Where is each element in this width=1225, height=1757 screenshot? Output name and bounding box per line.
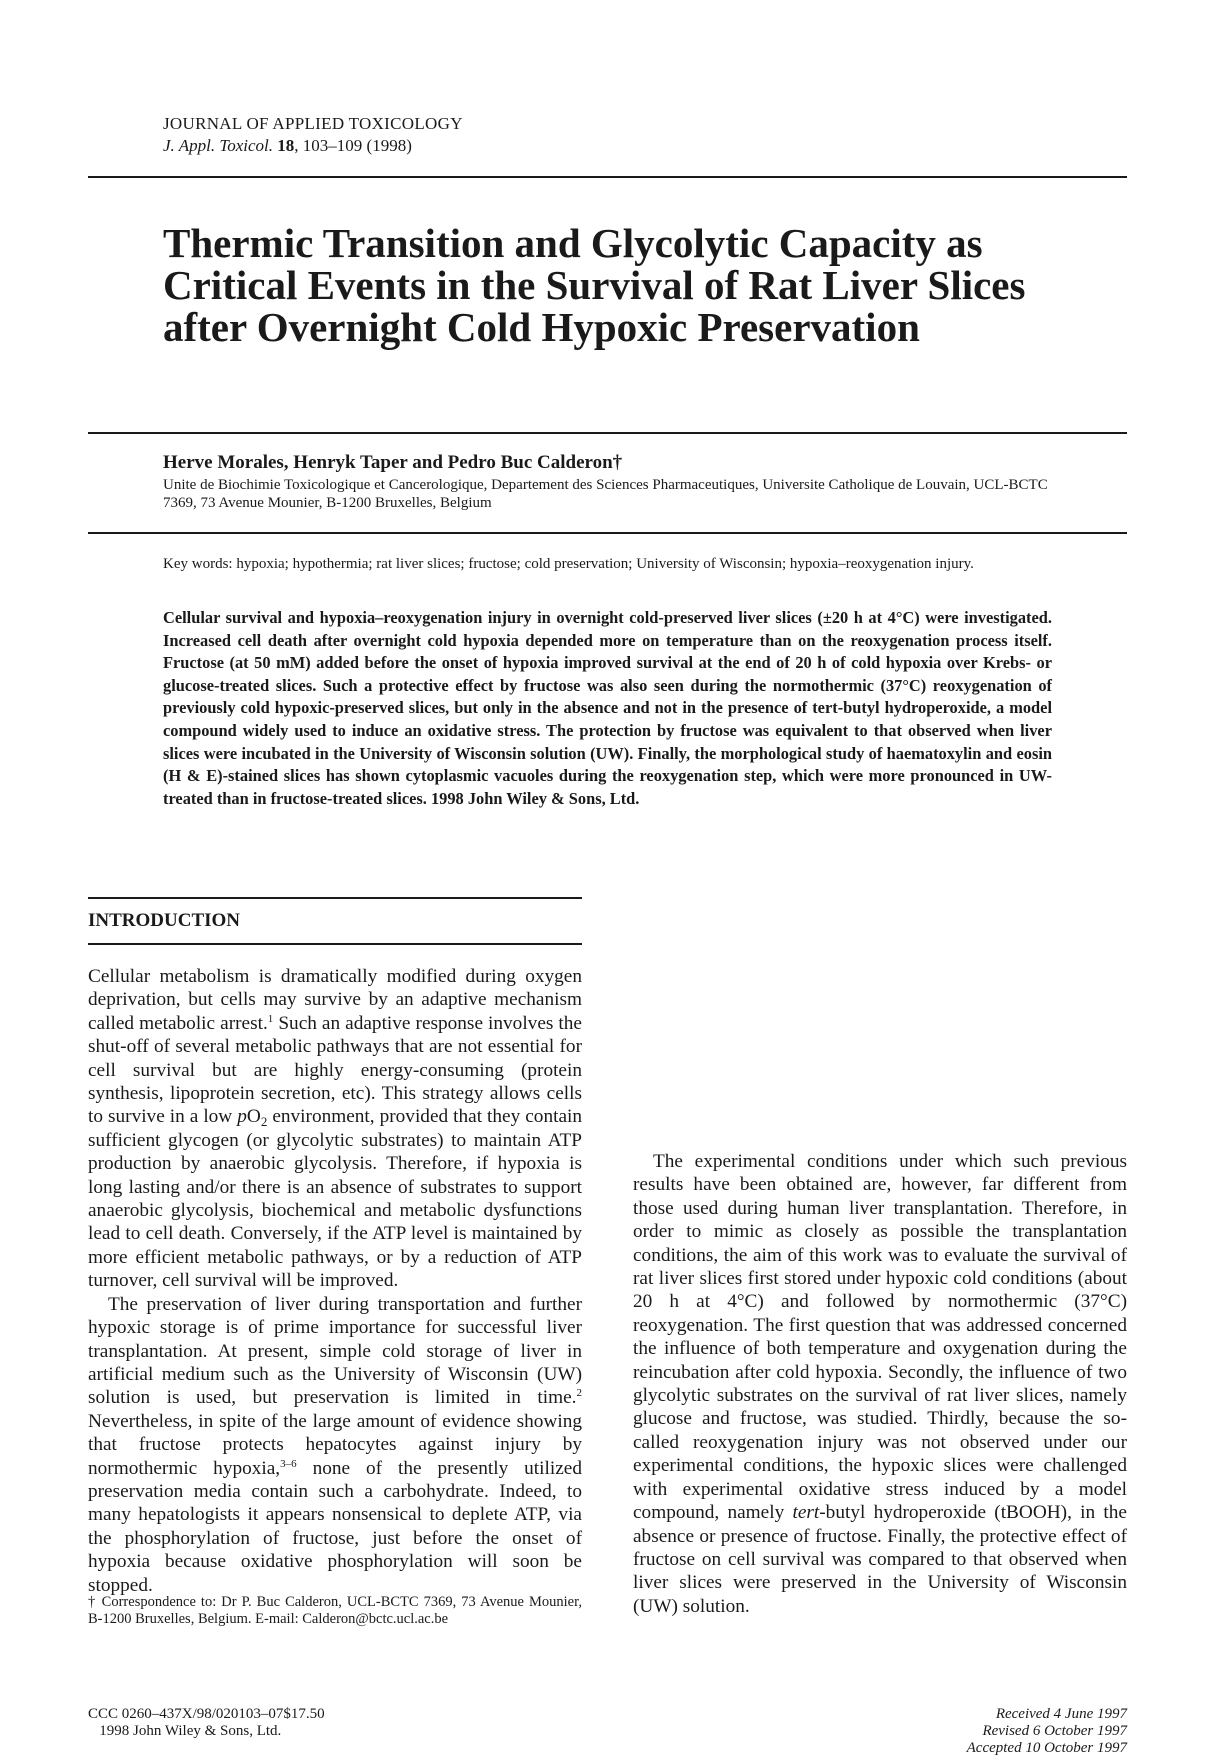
revised-date: Revised 6 October 1997 (982, 1723, 1127, 1739)
abstract: Cellular survival and hypoxia–reoxygenation injury in overnight cold-preserved liver slices (±20 h at 4°C) were investigated. Increased cell death after overnight cold hypoxia depended more on temperature than on the reoxygenation process itself. Fructose (at 50 mM) added before the onset of hypoxia improved survival at the end of 20 h of cold hypoxia over Krebs- or glucose-treated slices. Such a protective effect by fructose was also seen during the normothermic (37°C) reoxygenation of previously cold hypoxic-preserved slices, but only in the absence and not in the presence of tert-butyl hydroperoxide, a model compound widely used to induce an oxidative stress. The protection by fructose was equivalent to that observed when liver slices were incubated in the University of Wisconsin solution (UW). Finally, the morphological study of haematoxylin and eosin (H & E)-stained slices has shown cytoplasmic vacuoles during the reoxygenation step, which were more pronounced in UW-treated than in fructose-treated slices. 1998 John Wiley & Sons, Ltd. (163, 608, 1052, 808)
title-rule (88, 432, 1127, 434)
authors-rule (88, 532, 1127, 534)
accepted-date: Accepted 10 October 1997 (966, 1740, 1127, 1756)
citation-ref: 2 (576, 1387, 582, 1400)
affiliation: Unite de Biochimie Toxicologique et Cancerologique, Departement des Sciences Pharmaceutiques, Universite Catholique de Louvain, UCL-BCTC 7369, 73 Avenue Mounier, B-1200 Bruxelles, Belgium (163, 477, 1048, 511)
intro-rule-top (88, 897, 582, 899)
citation-ref: 1 (267, 1012, 274, 1025)
correspondence-footnote: † Correspondence to: Dr P. Buc Calderon, UCL-BCTC 7369, 73 Avenue Mounier, B-1200 Bruxelles, Belgium. E-mail: Calderon@bctc.ucl.ac.be (88, 1594, 582, 1627)
citation-volume: 18 (277, 136, 295, 155)
copyright-block (88, 1706, 325, 1740)
header-rule (88, 176, 1127, 178)
citation (163, 135, 412, 157)
citation-journal: J. Appl. Toxicol. (163, 136, 274, 155)
citation-pages-year: , 103–109 (1998) (294, 136, 412, 155)
citation-ref: 3–6 (280, 1457, 297, 1470)
authors: Herve Morales, Henryk Taper and Pedro Buc Calderon† (163, 452, 623, 473)
received-date: Received 4 June 1997 (995, 1706, 1127, 1722)
intro-paragraph-3: The experimental conditions under which such previous results have been obtained are, however, far different from those used during human liver transplantation. Therefore, in order to mimic as closely as possible the transplantation conditions, the aim of this work was to evaluate the survival of rat liver slices first stored under hypoxic cold conditions (about 20 h at 4°C) and followed by normothermic (37°C) reoxygenation. The first question that was addressed concerned the influence of both temperature and oxygenation during the reincubation after cold hypoxia. Secondly, the influence of two glycolytic substrates on the survival of rat liver slices, namely glucose and fructose, was studied. Thirdly, because the so-called reoxygenation injury was not observed under our experimental conditions, the hypoxic slices were challenged with experimental oxidative stress induced by a model compound, namely tert-butyl hydroperoxide (tBOOH), in the absence or presence of fructose. Finally, the protective effect of fructose on cell survival was compared to that observed when liver slices were preserved in the University of Wisconsin (UW) solution. (633, 1151, 1127, 1617)
article-title: Thermic Transition and Glycolytic Capacity as Critical Events in the Survival of Rat Liver Slices after Overnight Cold Hypoxic Preservation (163, 220, 1026, 350)
journal-name: JOURNAL OF APPLIED TOXICOLOGY (163, 114, 463, 133)
copyright-line: 1998 John Wiley & Sons, Ltd. (88, 1723, 282, 1739)
body-column-right (633, 893, 1127, 1618)
article-dates (880, 1706, 1127, 1757)
intro-paragraph-1: Cellular metabolism is dramatically modified during oxygen deprivation, but cells may survive by an adaptive mechanism called metabolic arrest.$^1$ Such an adaptive response involves the shut-off of several metabolic pathways that are not essential for cell survival but are highly energy-consuming (protein synthesis, lipoprotein secretion, etc). This strategy allows cells to survive in a low $pO_2$ environment, provided that they contain sufficient glycogen (or glycolytic substrates) to maintain ATP production by anaerobic glycolysis. Therefore, if hypoxia is long lasting and/or there is an absence of substrates to support anaerobic glycolysis, biochemical and metabolic dysfunctions lead to cell death. Conversely, if the ATP level is maintained by more efficient metabolic pathways, or by a reduction of ATP turnover, cell survival will be improved. (88, 966, 582, 1292)
intro-paragraph-2: The preservation of liver during transportation and further hypoxic storage is of prime importance for successful liver transplantation. At present, simple cold storage of liver in artificial medium such as the University of Wisconsin (UW) solution is used, but preservation is limited in time.$^2$ Nevertheless, in spite of the large amount of evidence showing that fructose protects hepatocytes against injury by normothermic hypoxia,$^{3-6}$ none of the presently utilized preservation media contain such a carbohydrate. Indeed, to many hepatologists it appears nonsensical to deplete ATP, via the phosphorylation of fructose, just before the onset of hypoxia because oxidative phosphorylation will soon be stopped. (88, 1293, 582, 1596)
section-heading-introduction: INTRODUCTION (88, 910, 241, 931)
keywords: Key words: hypoxia; hypothermia; rat liver slices; fructose; cold preservation; University of Wisconsin; hypoxia–reoxygenation injury. (163, 556, 974, 572)
body-column-left (88, 965, 582, 1597)
ccc-code: CCC 0260–437X/98/020103–07$17.50 (88, 1706, 325, 1722)
intro-rule-bottom (88, 943, 582, 945)
